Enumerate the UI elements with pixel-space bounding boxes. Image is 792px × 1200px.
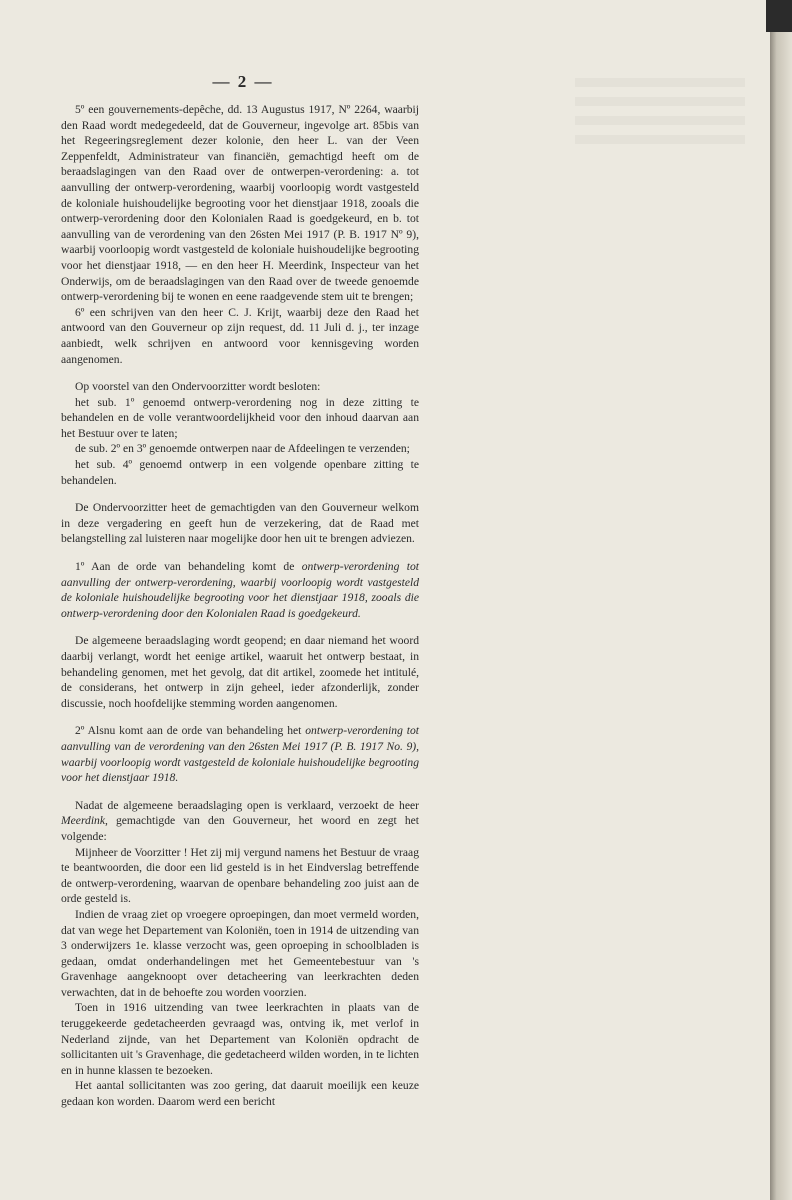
request-text-b: , gemachtigde van den Gouverneur, het woord en zegt het volgende:: [61, 814, 419, 843]
page-number: — 2 —: [212, 72, 274, 91]
agenda-1-title: ontwerp-verordening tot aanvulling der ontwerp-verordening, waarbij voorloopig wordt vastgesteld de koloniale huishoudelijke begrooting voor het dienstjaar 1918, zooals die ontwerp-verordening door den Kolonialen Raad is goedgekeurd.: [61, 560, 419, 620]
paragraph-speech-4: Het aantal sollicitanten was zoo gering, dat daaruit moeilijk een keuze gedaan kon worden. Daarom werd een bericht: [61, 1079, 419, 1109]
paragraph-sub-1: het sub. 1º genoemd ontwerp-verordening nog in deze zitting te behandelen en de volle verantwoordelijkheid voor den inhoud daarvan aan het Bestuur over te laten;: [61, 395, 419, 440]
paragraph-agenda-2: [61, 723, 419, 785]
paragraph-proposal: Op voorstel van den Ondervoorzitter wordt besloten:: [75, 380, 321, 394]
binding-corner: [766, 0, 792, 32]
paragraph-speech-1: Mijnheer de Voorzitter ! Het zij mij vergund namens het Bestuur de vraag te beantwoorden, die door een lid gesteld is in het Eindverslag betreffende de ontwerp-verordening, waarvan de openbare behandeling zoo juist aan de orde gesteld is.: [61, 845, 419, 906]
paragraph-welcome: De Ondervoorzitter heet de gemachtigden van den Gouverneur welkom in deze vergadering en geeft hun de verzekering, dat de Raad met belangstelling zal luisteren naar mogelijke door hen uit te brengen adviezen.: [61, 501, 419, 546]
paragraph-deliberation: De algemeene beraadslaging wordt geopend; en daar niemand het woord daarbij verlangt, wordt het eenige artikel, waaruit het ontwerp bestaat, in behandeling genomen, met het gevolg, dat dit artikel, zoomede het intitulé, de considerans, het ontwerp in zijn geheel, ieder afzonderlijk, zonder discussie, noch hoofdelijke stemming worden aangenomen.: [61, 634, 419, 710]
paragraph-speech-2: Indien de vraag ziet op vroegere oproepingen, dan moet vermeld worden, dat van wege het Departement van Koloniën, toen in 1914 de uitzending van 3 onderwijzers 1e. klasse verzocht was, geen oproeping in schoolbladen is gedaan, omdat onderhandelingen met het Gemeentebestuur van 's Gravenhage aangeknoopt over detacheering van leerkrachten deden verwachten, dat in de behoefte zou worden voorzien.: [61, 907, 419, 999]
agenda-2-lead: 2º Alsnu komt aan de orde van behandeling het: [75, 724, 306, 738]
speaker-name: Meerdink: [61, 814, 105, 828]
bleed-through-text: [575, 78, 745, 148]
body-text: [61, 102, 419, 1110]
request-text-a: Nadat de algemeene beraadslaging open is verklaard, verzoekt de heer: [75, 798, 419, 812]
agenda-1-lead: 1º Aan de orde van behandeling komt de: [75, 560, 302, 574]
agenda-2-title: ontwerp-verordening tot aanvulling van de verordening van den 26sten Mei 1917 (P. B. 1917 No. 9), waarbij voorloopig wordt vastgesteld de koloniale huishoudelijke begrooting voor het dienstjaar 1918.: [61, 724, 419, 785]
paragraph-speech-3: Toen in 1916 uitzending van twee leerkrachten in plaats van de teruggekeerde gedetacheerden gevraagd was, ontving ik, met verlof in Nederland zijnde, van het Departement van Koloniën opdracht de sollicitanten uit 's Gravenhage, die gedetacheerd wilden worden, in te lichten en in hunne klassen te bezoeken.: [61, 1001, 419, 1077]
paragraph-agenda-1: [61, 559, 419, 621]
paragraph-item-6: 6º een schrijven van den heer C. J. Krijt, waarbij deze den Raad het antwoord van den Gouverneur op zijn request, dd. 11 Juli d. j., ter inzage aanbiedt, welk schrijven en antwoord voor kennisgeving worden aangenomen.: [61, 305, 419, 366]
paragraph-sub-2-3: de sub. 2º en 3º genoemde ontwerpen naar de Afdeelingen te verzenden;: [75, 442, 410, 456]
paragraph-meerdink-request: [61, 798, 419, 845]
page-edge: [770, 0, 792, 1200]
paragraph-sub-4: het sub. 4º genoemd ontwerp in een volgende openbare zitting te behandelen.: [61, 458, 419, 487]
paragraph-item-5: 5º een gouvernements-depêche, dd. 13 Augustus 1917, Nº 2264, waarbij den Raad wordt medegedeeld, dat de Gouverneur, ingevolge art. 85bis van het Regeeringsreglement dezer kolonie, den heer L. van der Veen Zeppenfeldt, Administrateur van financiën, gemachtigd heeft om de beraadslagingen van den Raad over de ontwerpen-verordening: a. tot aanvulling der ontwerp-verordening, waarbij voorloopig wordt vastgesteld de koloniale huishoudelijke begrooting voor het dienstjaar 1918, zooals die ontwerp-verordening door den Kolonialen Raad is goedgekeurd, en b. tot aanvulling van de verordening van den 26sten Mei 1917 (P. B. 1917 Nº 9), waarbij voorloopig wordt vastgesteld de koloniale huishoudelijke begrooting voor het dienstjaar 1918, — en den heer H. Meerdink, Inspecteur van het Onderwijs, om de beraadslagingen van den Raad over de tweede genoemde ontwerp-verordening bij te wonen en eene raadgevende stem uit te brengen;: [61, 103, 419, 304]
